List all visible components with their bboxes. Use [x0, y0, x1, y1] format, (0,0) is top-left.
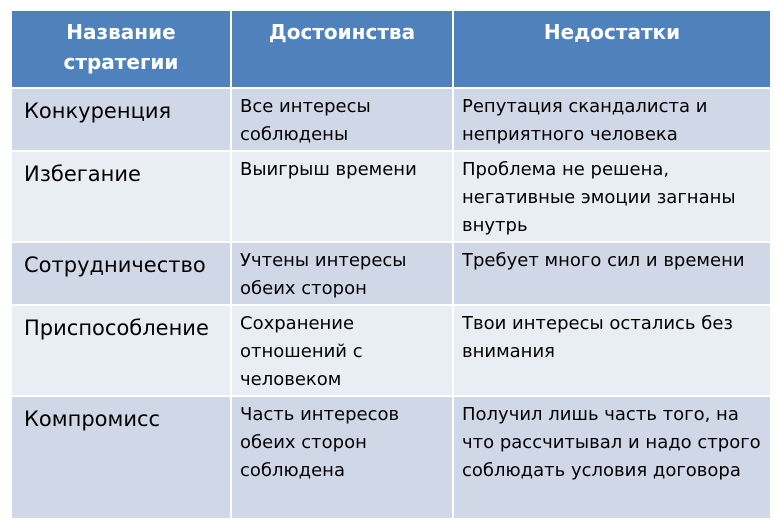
strategy-advantages: Все интересы соблюдены [231, 88, 453, 151]
strategy-disadvantages: Твои интересы остались без внимания [453, 305, 771, 396]
strategy-name: Сотрудничество [11, 242, 231, 305]
header-disadvantages: Недостатки [453, 10, 771, 88]
table-header-row [11, 10, 771, 88]
table-row [11, 151, 771, 242]
strategy-disadvantages: Требует много сил и времени [453, 242, 771, 305]
strategy-name: Компромисс [11, 396, 231, 519]
table-row [11, 242, 771, 305]
strategy-advantages: Сохранение отношений с человеком [231, 305, 453, 396]
table-row [11, 88, 771, 151]
strategy-name: Конкуренция [11, 88, 231, 151]
strategy-advantages: Выигрыш времени [231, 151, 453, 242]
table-row [11, 305, 771, 396]
strategy-advantages: Часть интересов обеих сторон соблюдена [231, 396, 453, 519]
strategy-table-container [10, 9, 770, 518]
strategy-disadvantages: Получил лишь часть того, на что рассчитывал и надо строго соблюдать условия договора [453, 396, 771, 519]
strategy-name: Избегание [11, 151, 231, 242]
header-advantages: Достоинства [231, 10, 453, 88]
header-strategy-name: Название стратегии [11, 10, 231, 88]
strategy-advantages: Учтены интересы обеих сторон [231, 242, 453, 305]
strategy-disadvantages: Проблема не решена, негативные эмоции загнаны внутрь [453, 151, 771, 242]
table-row [11, 396, 771, 519]
strategy-disadvantages: Репутация скандалиста и неприятного человека [453, 88, 771, 151]
conflict-strategies-table [10, 9, 772, 520]
strategy-name: Приспособление [11, 305, 231, 396]
